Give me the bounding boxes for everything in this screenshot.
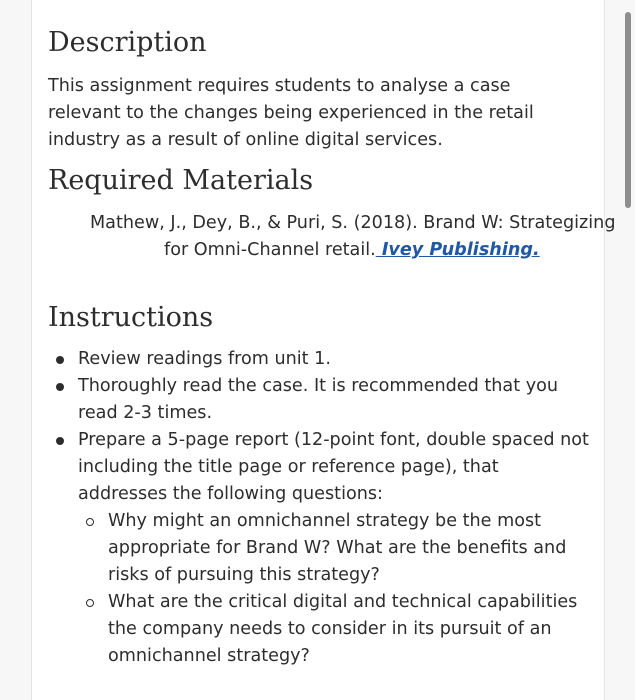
list-item-text: Thoroughly read the case. It is recommended that you read 2-3 times. [78, 376, 559, 423]
question-text: Why might an omnichannel strategy be the most appropriate for Brand W? What are the benefits and risks of pursuing this strategy? [108, 511, 567, 585]
reference-citation [90, 210, 634, 264]
list-item [50, 373, 590, 427]
list-item-text: Review readings from unit 1. [78, 349, 331, 369]
reference-link[interactable]: Ivey Publishing. [375, 240, 540, 260]
instructions-heading: Instructions [48, 302, 214, 333]
question-text: What are the critical digital and technical capabilities the company needs to consider in its pursuit of an omnichannel strategy? [108, 592, 578, 666]
instructions-list [50, 346, 590, 670]
description-heading: Description [48, 27, 207, 58]
list-item [50, 346, 590, 373]
questions-list [78, 508, 590, 670]
description-text: This assignment requires students to analyse a case relevant to the changes being experienced in the retail industry as a result of online digital services. [48, 76, 534, 150]
scrollbar[interactable] [625, 12, 631, 208]
list-item [50, 427, 590, 670]
list-item-text: Prepare a 5-page report (12-point font, double spaced not including the title page or reference page), that addresses the following questions: [78, 430, 589, 504]
question-item [78, 508, 590, 589]
required-materials-heading: Required Materials [48, 165, 314, 196]
question-item [78, 589, 590, 670]
reference-text: Mathew, J., Dey, B., & Puri, S. (2018). Brand W: Strategizing for Omni-Channel retail. [90, 213, 616, 260]
